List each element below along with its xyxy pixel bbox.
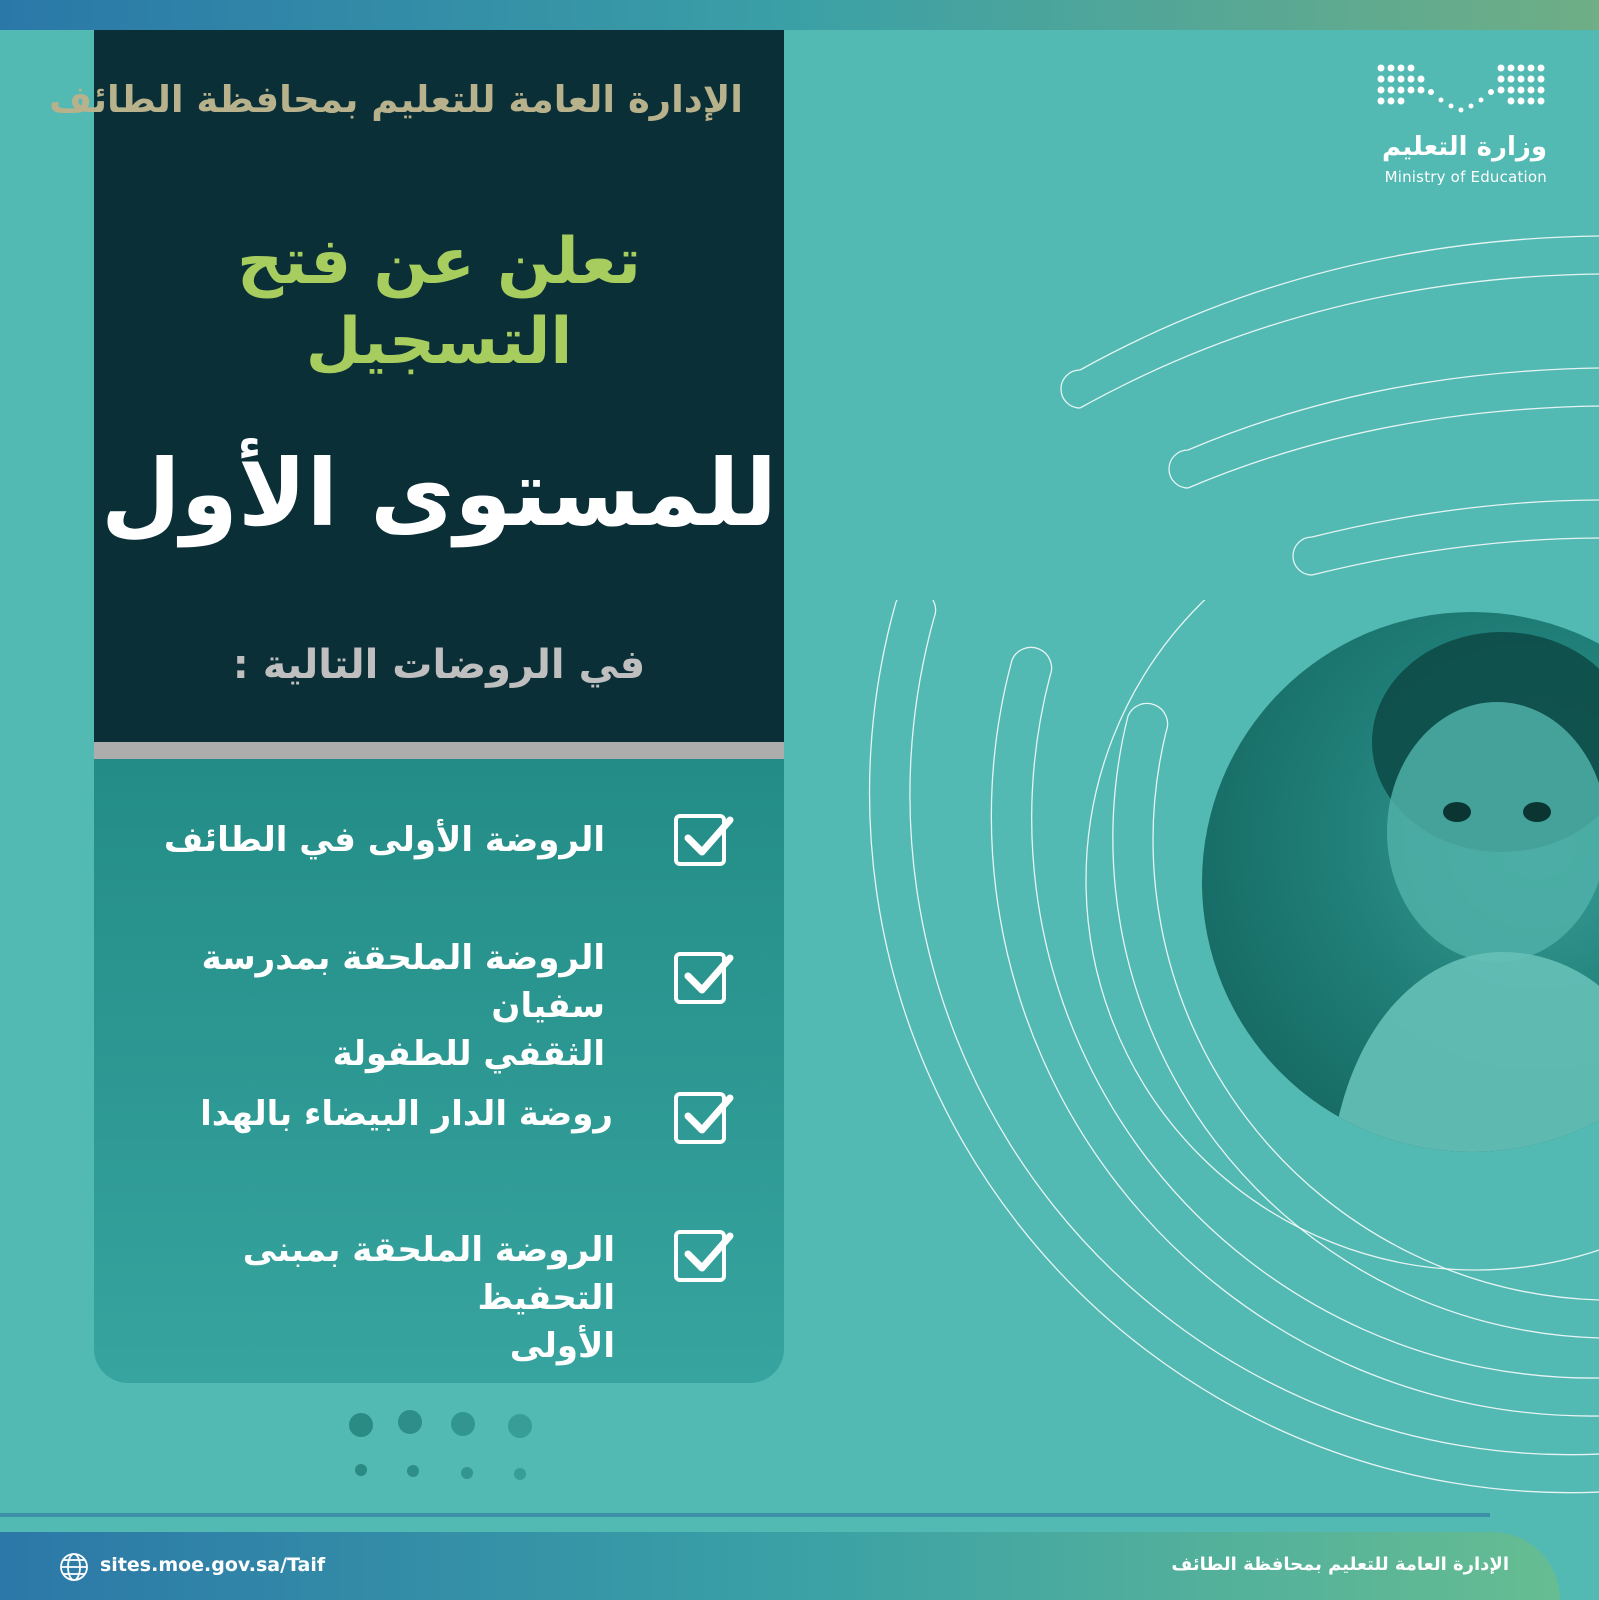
footer-divider: [0, 1513, 1490, 1517]
headline-line-2: التسجيل: [305, 305, 573, 379]
directorate-title: الإدارة العامة للتعليم بمحافظة الطائف: [49, 78, 743, 121]
logo-arabic-name: وزارة التعليم: [1382, 132, 1547, 162]
kindergarten-name-line-1: روضة الدار البيضاء بالهدا: [200, 1094, 613, 1134]
kindergarten-name-line-2: الثقفي للطفولة: [332, 1034, 605, 1074]
kindergarten-name-line-2: الأولى: [509, 1326, 615, 1366]
logo-english-name: Ministry of Education: [1384, 168, 1547, 186]
globe-icon: [58, 1551, 90, 1583]
kindergarten-name-line-1: الروضة الملحقة بمبنى التحفيظ: [242, 1230, 615, 1318]
level-title: للمستوى الأول: [100, 440, 778, 547]
footer-directorate: الإدارة العامة للتعليم بمحافظة الطائف: [1171, 1554, 1509, 1575]
headline-line-1: تعلن عن فتح: [237, 225, 641, 299]
kindergarten-name-line-1: الروضة الأولى في الطائف: [163, 820, 605, 860]
website-link[interactable]: sites.moe.gov.sa/Taif: [100, 1554, 326, 1576]
subheading: في الروضات التالية :: [232, 642, 646, 688]
kindergarten-name-line-1: الروضة الملحقة بمدرسة سفيان: [201, 938, 605, 1026]
